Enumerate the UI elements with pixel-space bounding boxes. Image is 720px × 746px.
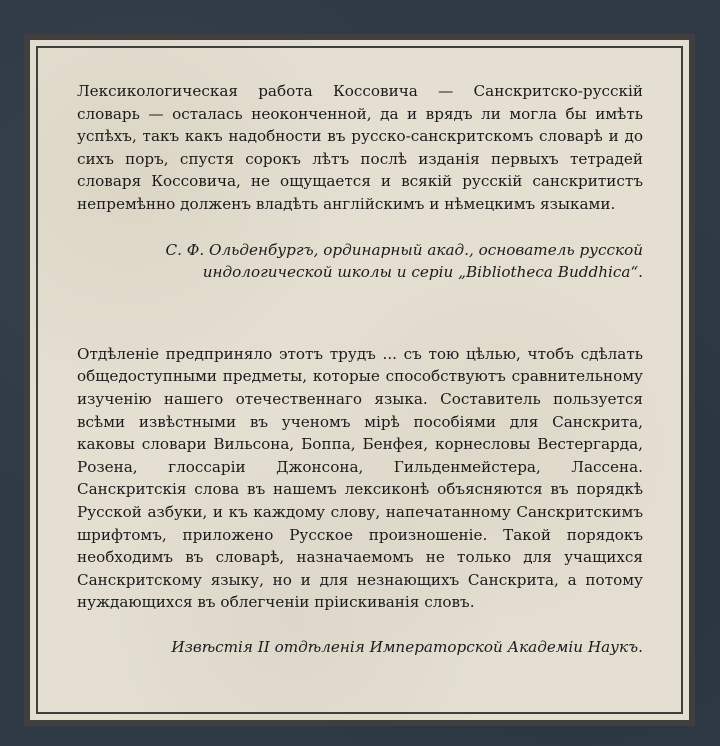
quote-1-attribution-line-2: индологической школы и серіи „Bibliotheca Buddhica“. bbox=[202, 263, 643, 282]
quote-2-text: Отдѣленіе предприняло этотъ трудъ ... съ тою цѣлью, чтобъ сдѣлать общедоступными предметы, которые способствуютъ сравнительному изученію нашего отечественнаго языка. Составитель пользуется всѣми извѣстными въ ученомъ мірѣ пособіями для Санскрита, каковы словари Вильсона, Боппа, Бенфея, корнесловы Вестергарда, Розена, глоссаріи Джонсона, Гильденмейстера, Лассена. Санскритскія слова въ нашемъ лексиконѣ объясняются въ порядкѣ Русской азбуки, и къ каждому слову, напечатанному Санскритскимъ шрифтомъ, приложено Русское произношеніе. Такой порядокъ необходимъ въ словарѣ, назначаемомъ не только для учащихся Санскритскому языку, но и для незнающихъ Санскрита, а потому нуждающихся въ облегченіи пріискиванія словъ. bbox=[77, 344, 643, 612]
quote-1-text: Лексикологическая работа Коссовича — Санскритско-русскій словарь — осталась неоконченной, да и врядъ ли могла бы имѣть успѣхъ, такъ какъ надобности въ русско-санскритскомъ словарѣ и до сихъ поръ, спустя сорокъ лѣтъ послѣ изданія первыхъ тетрадей словаря Коссовича, не ощущается и всякій русскій санскритистъ непремѣнно долженъ владѣть англійскимъ и нѣмецкимъ языками. bbox=[77, 82, 643, 213]
quote-panel bbox=[24, 34, 695, 726]
quote-1-attribution-line-1: С. Ф. Ольденбургъ, ординарный акад., основатель русской bbox=[165, 240, 643, 259]
quote-2-attribution: Извѣстія II отдѣленія Императорской Академіи Наукъ. bbox=[171, 637, 643, 656]
quotes-content bbox=[77, 80, 643, 658]
